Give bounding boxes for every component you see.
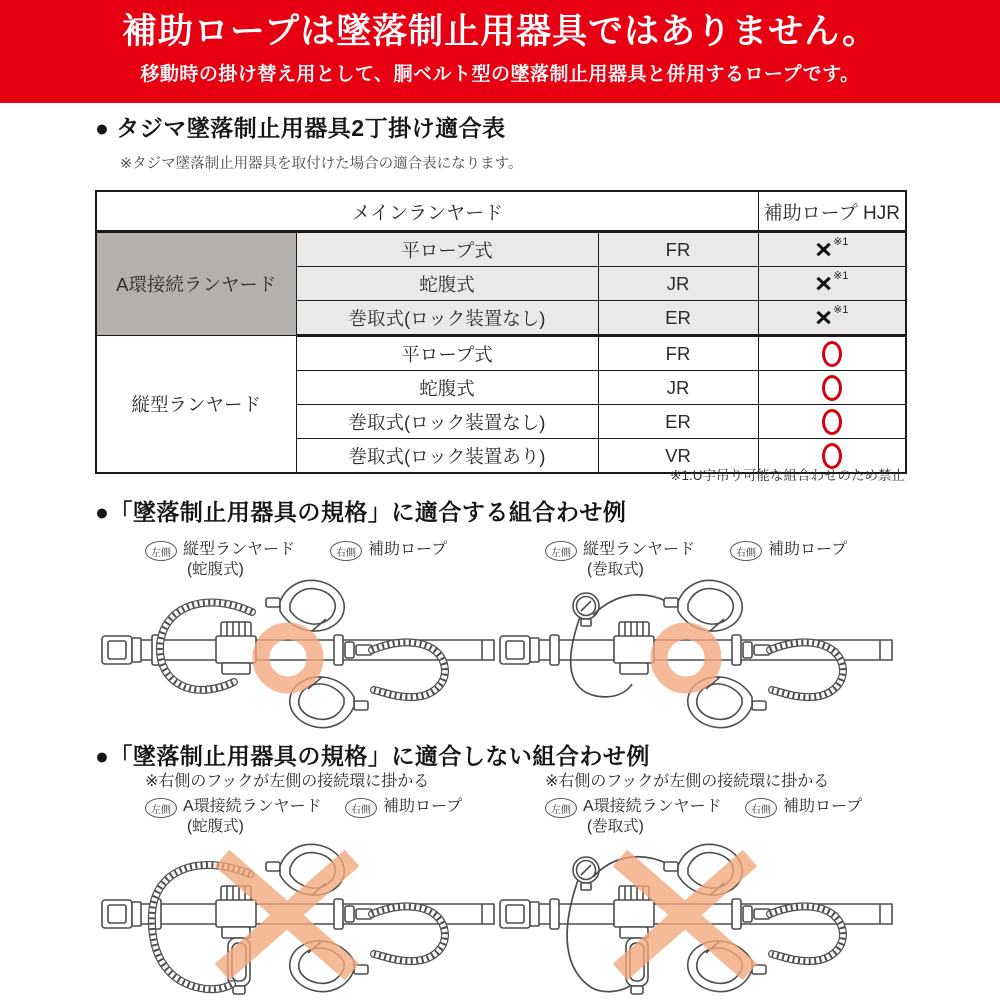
result-cell [758, 267, 906, 301]
ok-diagram-jabara [100, 578, 510, 736]
lanyard-code: JR [598, 267, 758, 301]
ng-diagram-makitori [498, 842, 908, 1000]
result-cell [758, 405, 906, 439]
ng-example1-right-label [345, 797, 462, 818]
left-side-badge: 左側 [545, 541, 577, 561]
ok-example2-left-label [545, 540, 695, 579]
result-cell [758, 232, 906, 267]
banner-title: 補助ロープは墜落制止用器具ではありません。 [121, 12, 879, 51]
lanyard-variant: (蛇腹式) [187, 818, 244, 835]
result-cell [758, 301, 906, 336]
compat-section-heading: ● タジマ墜落制止用器具2丁掛け適合表 [95, 115, 506, 141]
lanyard-type: 平ロープ式 [296, 232, 598, 267]
table-header-main-lanyard: メインランヤード [96, 191, 758, 232]
ok-circle-mark [822, 375, 842, 401]
lanyard-type: 蛇腹式 [296, 267, 598, 301]
lanyard-type: 平ロープ式 [296, 336, 598, 371]
lanyard-code: FR [598, 232, 758, 267]
lanyard-code: JR [598, 371, 758, 405]
lanyard-variant: (巻取式) [587, 561, 644, 578]
x-mark-note: ※1 [833, 235, 849, 248]
table-row [96, 232, 906, 267]
lanyard-code: ER [598, 301, 758, 336]
right-side-badge: 右側 [345, 798, 377, 818]
ok-circle-mark [822, 409, 842, 435]
rope-name: 補助ロープ [383, 798, 463, 815]
lanyard-code: FR [598, 336, 758, 371]
lanyard-type: 巻取式(ロック装置なし) [296, 301, 598, 336]
left-side-badge: 左側 [545, 798, 577, 818]
rope-name: 補助ロープ [368, 541, 448, 558]
lanyard-type: 巻取式(ロック装置あり) [296, 439, 598, 474]
banner-subtitle: 移動時の掛け替え用として、胴ベルト型の墜落制止用器具と併用するロープです。 [140, 63, 860, 85]
ok-circle-mark [822, 341, 842, 367]
ng-example2-right-label [745, 797, 862, 818]
result-cell [758, 336, 906, 371]
lanyard-name: 縦型ランヤード [583, 541, 696, 558]
ok-example1-right-label [330, 540, 447, 561]
lanyard-name: A環接続ランヤード [183, 798, 322, 815]
x-mark: × [815, 268, 833, 299]
group-label-vertical: 縦型ランヤード [96, 336, 296, 474]
ng-example2-note: ※右側のフックが左側の接続環に掛かる [545, 773, 830, 790]
lanyard-type: 巻取式(ロック装置なし) [296, 405, 598, 439]
lanyard-name: A環接続ランヤード [583, 798, 722, 815]
lanyard-code: VR [598, 439, 758, 474]
group-label-a-ring: A環接続ランヤード [96, 232, 296, 336]
lanyard-type: 蛇腹式 [296, 371, 598, 405]
ng-example1-note: ※右側のフックが左側の接続環に掛かる [145, 773, 430, 790]
x-mark: × [815, 302, 833, 333]
rope-name: 補助ロープ [768, 541, 848, 558]
lanyard-variant: (巻取式) [587, 818, 644, 835]
ng-example2-left-label [545, 797, 722, 836]
warning-banner [0, 0, 1000, 103]
lanyard-variant: (蛇腹式) [187, 561, 244, 578]
compatibility-table [95, 190, 907, 474]
table-header-aux-rope: 補助ロープ HJR [758, 191, 906, 232]
compat-section-note: ※タジマ墜落制止用器具を取付けた場合の適合表になります。 [120, 156, 523, 172]
ng-example1-left-label [145, 797, 322, 836]
x-mark-note: ※1 [833, 303, 849, 316]
table-footnote: ※1:U字吊り可能な組合わせのため禁止 [670, 468, 905, 483]
ok-diagram-makitori [498, 578, 908, 736]
ok-example2-right-label [730, 540, 847, 561]
result-cell [758, 371, 906, 405]
ng-section-heading: ●「墜落制止用器具の規格」に適合しない組合わせ例 [95, 743, 650, 769]
right-side-badge: 右側 [730, 541, 762, 561]
retractor-cord-top [593, 595, 668, 615]
right-side-badge: 右側 [745, 798, 777, 818]
x-mark-note: ※1 [833, 269, 849, 282]
ng-diagram-jabara [100, 842, 510, 1000]
left-side-badge: 左側 [145, 798, 177, 818]
x-mark: × [815, 234, 833, 265]
ok-section-heading: ●「墜落制止用器具の規格」に適合する組合わせ例 [95, 499, 627, 525]
left-side-badge: 左側 [145, 541, 177, 561]
table-row [96, 336, 906, 371]
lanyard-name: 縦型ランヤード [183, 541, 296, 558]
right-side-badge: 右側 [330, 541, 362, 561]
rope-name: 補助ロープ [783, 798, 863, 815]
ok-example1-left-label [145, 540, 295, 579]
lanyard-code: ER [598, 405, 758, 439]
